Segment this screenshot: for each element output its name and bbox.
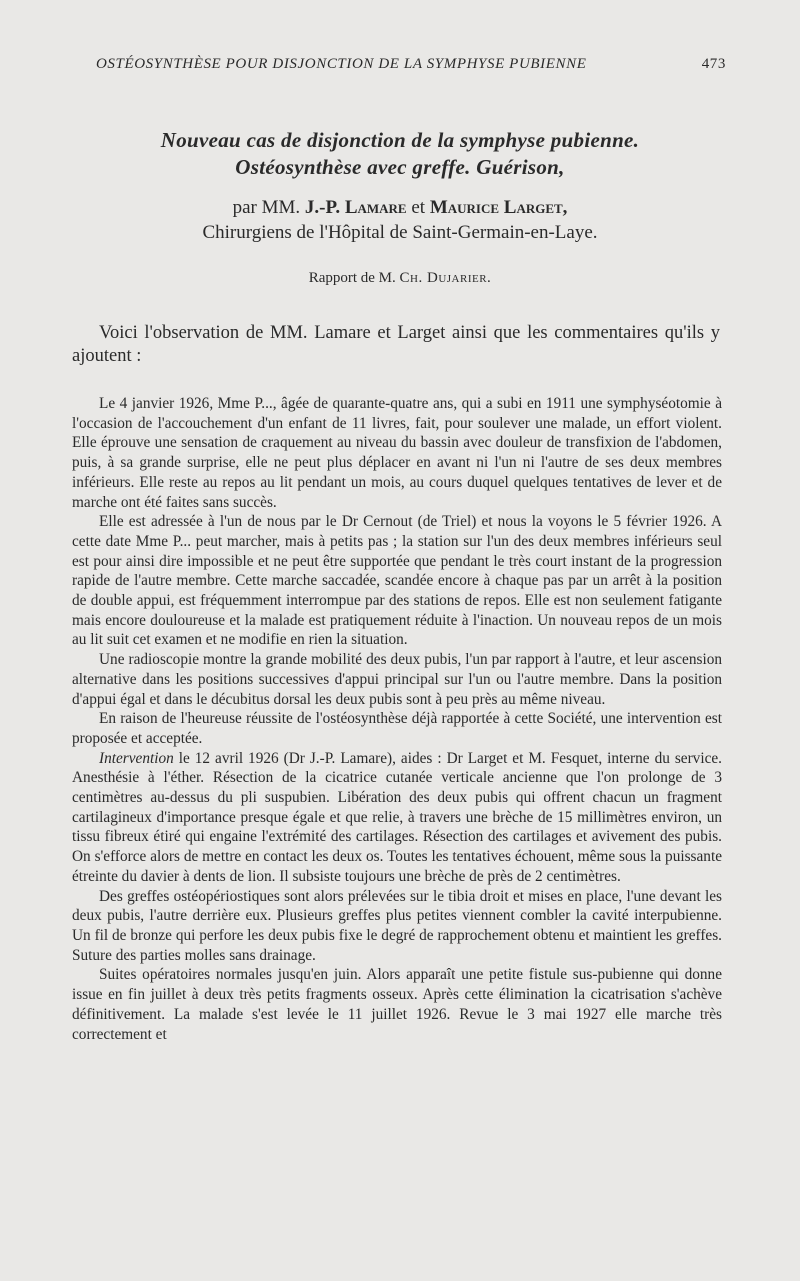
paragraph: Des greffes ostéopériostiques sont alors prélevées sur le tibia droit et mises en place, l'une devant les deux pubis, l'autre derrière eux. Plusieurs greffes plus petites viennent combler la cavité interpubienne. Un fil de bronze qui perfore les deux pubis fixe le degré de rapprochement obtenu et maintient les greffes. Suture des parties molles sans drainage. (72, 887, 722, 964)
authors-line (60, 197, 740, 219)
paragraph: Le 4 janvier 1926, Mme P..., âgée de quarante-quatre ans, qui a subi en 1911 une symphyséotomie à l'occasion de l'accouchement d'un enfant de 11 livres, fait, pour soulever une malade, un effort violent. Elle éprouve une sensation de craquement au niveau du bassin avec douleur de transfixion de l'abdomen, puis, à sa grande surprise, elle ne peut plus déplacer en avant ni l'un ni l'autre de ses deux membres inférieurs. Elle reste au repos au lit pendant un mois, au cours duquel quelques tentatives de lever et de marche ont été faites sans succès. (72, 395, 722, 511)
paragraph: En raison de l'heureuse réussite de l'ostéosynthèse déjà rapportée à cette Société, une intervention est proposée et acceptée. (72, 710, 722, 747)
rapporteur-name: Ch. Dujarier. (399, 270, 492, 286)
running-head-title: OSTÉOSYNTHÈSE POUR DISJONCTION DE LA SYMPHYSE PUBIENNE (96, 56, 587, 72)
article-title-line1: Nouveau cas de disjonction de la symphyse pubienne. (160, 128, 640, 152)
body-text (72, 394, 722, 1044)
paragraph: Intervention le 12 avril 1926 (Dr J.-P. Lamare), aides : Dr Larget et M. Fesquet, interne du service. Anesthésie à l'éther. Résection de la cicatrice cutanée verticale ancienne que l'on prolonge de 3 centimètres au-dessus du pli suspubien. Libération des deux pubis qui offrent chacun un fragment cartilagineux d'importance presque égale et que relie, à travers une brèche de 15 millimètres environ, un tissu fibreux étiré qui engaine l'extrémité des cartilages. Résection des cartilages et avivement des pubis. On s'efforce alors de mettre en contact les deux os. Toutes les tentatives échouent, même sous la puissante étreinte du davier à dents de lion. Il subsiste toujours une brèche de près de 2 centimètres. (72, 749, 722, 885)
authors-and: et (411, 197, 426, 218)
page-number: 473 (701, 56, 726, 72)
rapport-prefix: Rapport de M. (308, 270, 396, 286)
paragraph: Elle est adressée à l'un de nous par le Dr Cernout (de Triel) et nous la voyons le 5 février 1926. A cette date Mme P... peut marcher, mais à petits pas ; la station sur l'un des deux membres inférieurs seul est pour ainsi dire impossible et ne peut être supportée que pendant le très court instant de la progression rapide de l'autre membre. Cette marche saccadée, scandée encore à chaque pas par un arrêt à la position de double appui, est fréquemment interrompue par des stations de repos. Elle est non seulement fatigante mais encore douloureuse et la malade est pratiquement réduite à l'inaction. Un nouveau repos de un mois au lit suit cet examen et ne modifie en rien la situation. (72, 513, 722, 649)
rapport-line (60, 270, 740, 287)
affiliation: Chirurgiens de l'Hôpital de Saint-Germain-en-Laye. (202, 222, 598, 243)
paragraph: Une radioscopie montre la grande mobilité des deux pubis, l'un par rapport à l'autre, et leur ascension alternative dans les positions successives d'appui principal sur l'un ou l'autre membre. Dans la position d'appui égal et dans le décubitus dorsal les deux pubis sont à peu près au même niveau. (72, 651, 722, 708)
paragraph: Suites opératoires normales jusqu'en juin. Alors apparaît une petite fistule sus-pubienne qui donne issue en fin juillet à deux très petits fragments osseux. Après cette élimination la cicatrisation s'achève définitivement. La malade s'est levée le 11 juillet 1926. Revue le 3 mai 1927 elle marche très correctement et (72, 966, 722, 1043)
author-2: Maurice Larget, (429, 197, 568, 218)
paragraph-lead: Intervention (99, 749, 174, 767)
intro-paragraph: Voici l'observation de MM. Lamare et Larget ainsi que les commentaires qu'ils y ajoutent : (72, 323, 720, 366)
running-head (96, 56, 726, 73)
article-title-line2: Ostéosynthèse avec greffe. Guérison, (235, 155, 565, 179)
authors-prefix: par MM. (232, 197, 301, 218)
author-1: J.-P. Lamare (304, 197, 407, 218)
